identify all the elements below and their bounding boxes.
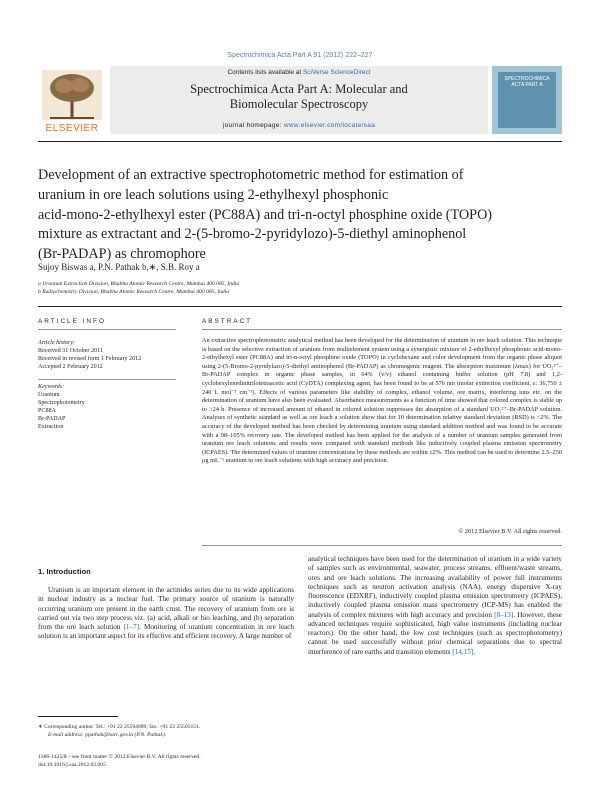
abstract-heading: ABSTRACT <box>202 318 253 325</box>
email-note[interactable]: E-mail address: ppathak@barc.gov.in (P.N. Pathak). <box>48 732 167 738</box>
journal-cover <box>492 66 562 134</box>
keyword: Extraction <box>38 424 64 430</box>
publisher-name: ELSEVIER <box>45 123 99 134</box>
keyword: Br-PADAP <box>38 416 66 422</box>
affiliation-b: b Radiochemistry Division, Bhabha Atomic Research Centre, Mumbai 400 085, India <box>38 289 230 295</box>
header-rule <box>38 141 562 142</box>
keyword: Spectrophotometry <box>38 400 85 406</box>
elsevier-tree-icon <box>42 70 102 120</box>
article-info-heading: ARTICLE INFO <box>38 318 106 325</box>
journal-header <box>38 66 562 136</box>
section-rule <box>38 306 562 307</box>
keyword: Uranium <box>38 392 60 398</box>
footnote-rule <box>38 716 118 717</box>
citation-link[interactable]: [1–7] <box>123 623 140 631</box>
sciencedirect-link[interactable]: SciVerse ScienceDirect <box>302 69 371 76</box>
article-info-rule <box>38 329 176 330</box>
article-title: Development of an extractive spectrophotometric method for estimation of uranium in ore leach solutions using 2-ethylhexyl phosphonic acid-mono-2-ethylhexyl ester (PC88A) and tri-n-octyl phosphine oxide (TOPO) mixture as extractant and 2-(5-bromo-2-pyridylozo)-5-diethyl aminophenol (Br-PADAP) as chromophore <box>38 167 493 263</box>
contents-line: Contents lists available at SciVerse ScienceDirect <box>227 69 371 76</box>
elsevier-logo <box>38 66 106 134</box>
article-history: Article history: Received 31 October 2011 Received in revised form 1 February 2012 Accepted 2 February 2012 <box>38 340 142 370</box>
authors[interactable]: Sujoy Biswas a, P.N. Pathak b,∗, S.B. Roy a <box>38 262 200 272</box>
journal-homepage: journal homepage: www.elsevier.com/locate/saa <box>222 122 376 129</box>
citation-link[interactable]: [14,15] <box>452 647 474 656</box>
abstract-rule <box>202 329 562 330</box>
journal-banner <box>110 66 488 134</box>
intro-left-column: Uranium is an important element in the actinides series due to its wide applications in nuclear industry as a nuclear fuel. The primary source of uranium is naturally occurring uranium ore present in the earth crust. The recovery of uranium from ore is carried out via two step process viz. (a) acid, alkali or bio leaching, and (b) separation from the ore leach solution [1–7]. Monitoring of uranium concentration in ore leach solution is an important aspect for its effective and efficient recovery. A large number of <box>38 586 294 641</box>
journal-title: Spectrochimica Acta Part A: Molecular and Biomolecular Spectroscopy <box>190 82 408 111</box>
citation-link[interactable]: [8–13] <box>494 610 514 619</box>
keywords-rule <box>38 379 176 380</box>
copyright: © 2012 Elsevier B.V. All rights reserved. <box>458 528 562 535</box>
keywords: Keywords: Uranium Spectrophotometry PC88A Br-PADAP Extraction <box>38 383 176 431</box>
journal-reference[interactable]: Spectrochimica Acta Part A 91 (2012) 222–227 <box>227 52 373 59</box>
issn-line: 1386-1425/$ – see front matter © 2012 Elsevier B.V. All rights reserved. <box>38 754 201 760</box>
corresponding-author-note: ∗ Corresponding author. Tel.: +91 22 25594089; fax: +91 22 25505151. <box>38 724 201 730</box>
homepage-link[interactable]: www.elsevier.com/locate/saa <box>283 122 376 129</box>
intro-right-column: analytical techniques have been used for the determination of uranium in a wide variety of samples such as environmental, seawater, process streams, effluent/waste streams, ores and ore leach solutions. The increasing availability of power full instruments techniques such as neutron activation analysis (NAA), energy dispersive X-ray fluorescence (EDXRF), inductively coupled plasma emission spectrometry (ICPAES), inductively coupled plasma emission mass spectrometry (ICP-MS) has enabled the analysis of complex mixtures with high accuracy and precision [8–13]. However, these advanced techniques require sophisticated, high value instruments (including nuclear reactors). On the other hand, the low cost techniques (such as spectrophotometry) cannot be used successfully without prior chemical separations due to spectral interference of rare earths and transition elements [14,15]. <box>308 555 562 656</box>
keyword: PC88A <box>38 408 56 414</box>
introduction-heading: 1. Introduction <box>38 567 91 576</box>
doi-line[interactable]: doi:10.1016/j.saa.2012.02.005 <box>38 762 106 768</box>
affiliation-a: a Uranium Extraction Division, Bhabha Atomic Research Centre, Mumbai 400 085, India <box>38 281 240 287</box>
abstract-text: An extractive spectrophotometric analytical method has been developed for the determination of uranium in ore leach solution. This technique is based on the selective extraction of uranium from multielement system using a synergistic mixture of 2-ethylhexyl phosphonic acid-mono-2-ethylhexyl ester (PC88A) and tri-n-octyl phosphine oxide (TOPO) in cyclohexane and color development from the organic phase aliquot using 2-(5-Bromo-2-pyridylazo)-5-diethyl aminophenol (Br-PADAP) as chromogenic reagent. The absorption maximum (λmax) for UO₂²⁺–Br-PADAP complex in organic phase samples, in 64% (v/v) ethanol containing buffer solution (pH 7.8) and 1,2-cyclohexylenedinitrilotetraacetic acid (CyDTA) complexing agent, has been found to be at 576 nm (molar extinction coefficient, ε: 36,750 ± 240 L mol⁻¹ cm⁻¹). Effects of various parameters like stability of complex, ethanol volume, ore matrix, interfering ions etc. on the determination of uranium have also been evaluated. Absorbance measurements as a function of time showed that colored complex is stable up to >24 h. Presence of increased amount of ethanol in colored solution suppresses the absorption of a standard UO₂²⁺–Br-PADAP solution. Analyses of synthetic standard as well as ore leach a solution show that for 10 determination relative standard deviation (RSD) is <2%. The accuracy of the developed method has been checked by determining uranium using standard addition method and was found to be accurate with a 98–105% recovery rate. The developed method has been applied for the analysis of a number of uranium samples generated from uranium ore leach solutions and results were compared with standard methods like inductively coupled plasma emission spectrometry (ICPAES). The determined values of uranium concentrations by these methods are within ±2%. This method can be used to determine 2.5–250 μg mL⁻¹ uranium in ore leach solutions with high accuracy and precision. <box>202 337 562 465</box>
cover-title: SPECTROCHIMICA ACTA PART A <box>504 76 550 88</box>
abstract-bottom-rule <box>202 545 562 546</box>
